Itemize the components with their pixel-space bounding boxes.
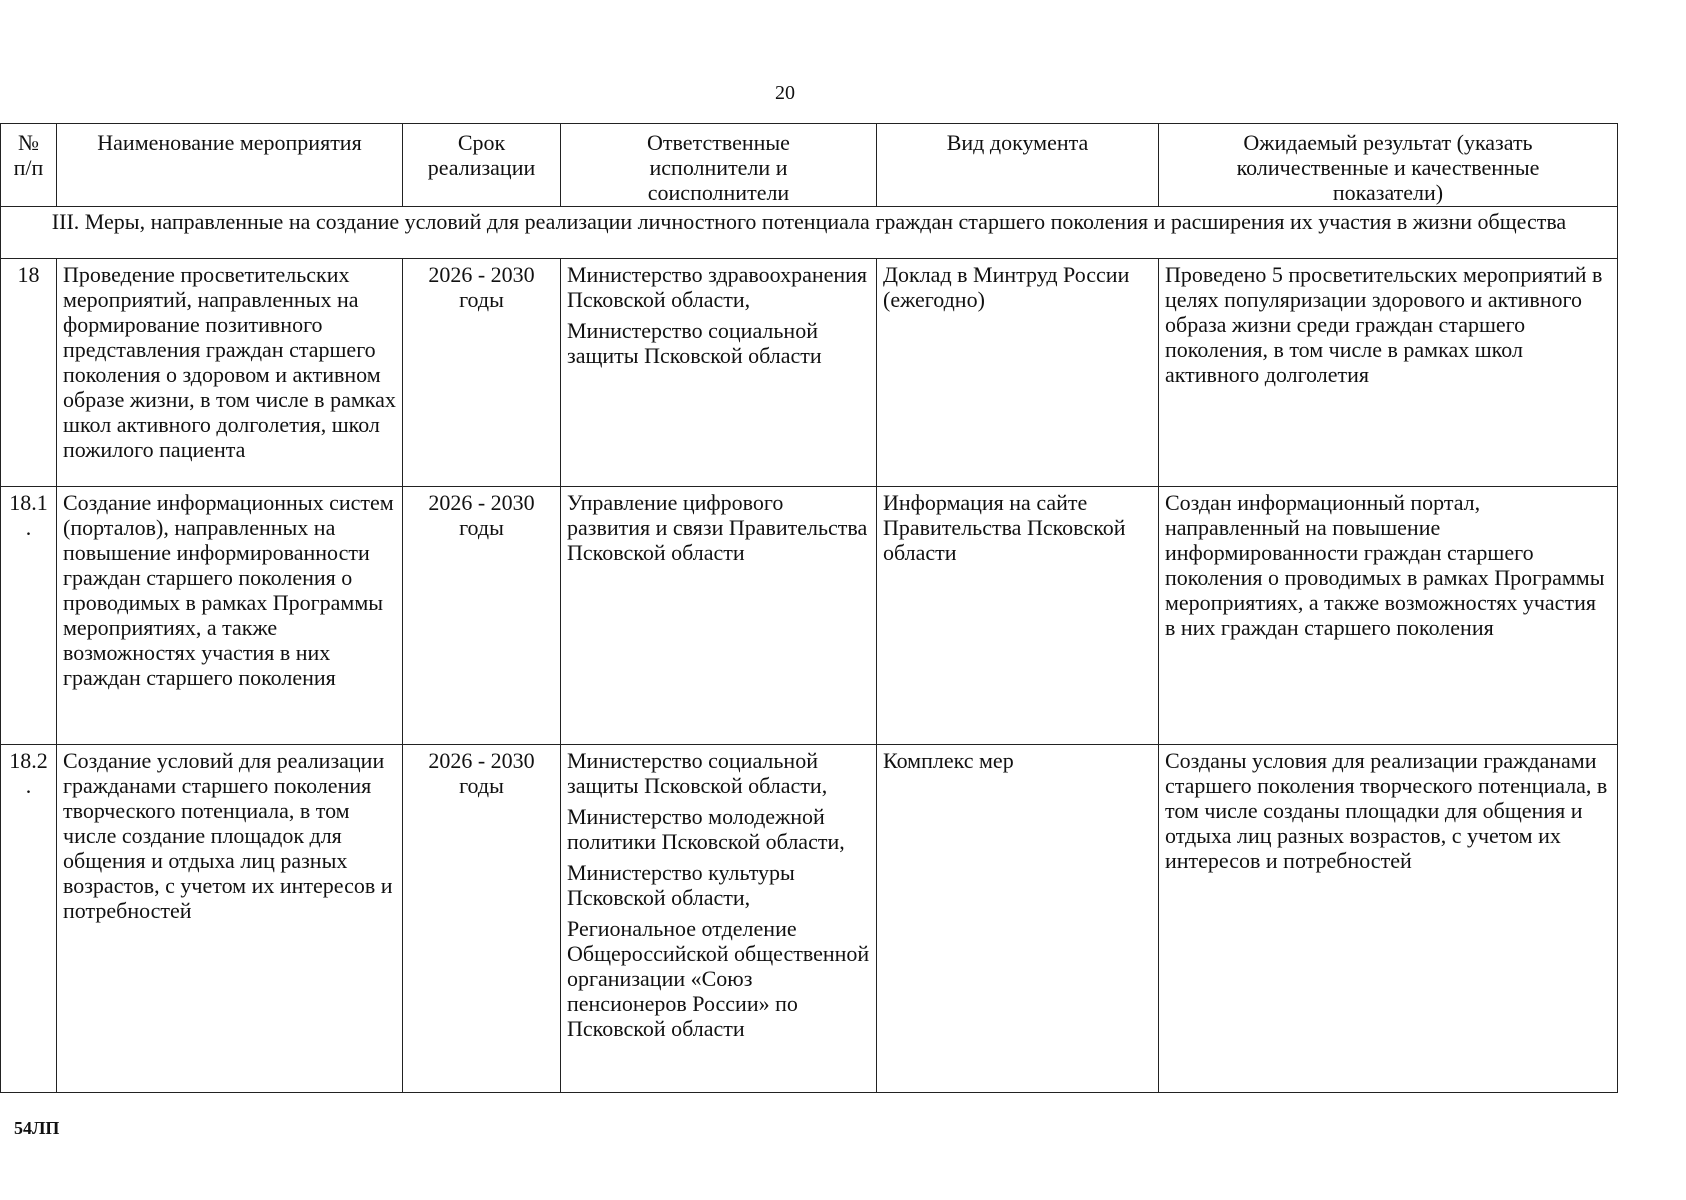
row-result: Проведено 5 просветительских мероприятий в целях популяризации здорового и активного образа жизни среди граждан старшего поколения, в том числе в рамках школ активного долголетия	[1159, 259, 1618, 487]
row-executors	[561, 259, 877, 487]
row-document: Доклад в Минтруд России (ежегодно)	[877, 259, 1159, 487]
header-result: Ожидаемый результат (указать количественные и качественные показатели)	[1159, 124, 1618, 207]
document-code: 54ЛП	[14, 1118, 60, 1138]
row-name: Создание информационных систем (порталов), направленных на повышение информированности граждан старшего поколения о проводимых в рамках Программы мероприятиях, а также возможностях участия в них граждан старшего поколения	[57, 487, 403, 745]
row-result: Создан информационный портал, направленный на повышение информированности граждан старшего поколения о проводимых в рамках Программы мероприятиях, а также возможностях участия в них граждан старшего поколения	[1159, 487, 1618, 745]
header-document: Вид документа	[877, 124, 1159, 207]
executor-item: Министерство социальной защиты Псковской области,	[567, 748, 828, 798]
row-name: Создание условий для реализации гражданами старшего поколения творческого потенциала, в том числе создание площадок для общения и отдыха лиц разных возрастов, с учетом их интересов и потребностей	[57, 745, 403, 1093]
section-row	[1, 207, 1618, 259]
table-row	[1, 487, 1618, 745]
row-term: 2026 - 2030 годы	[403, 487, 561, 745]
table-header-row	[1, 124, 1618, 207]
header-executors: Ответственные исполнители и соисполнители	[561, 124, 877, 207]
row-document: Комплекс мер	[877, 745, 1159, 1093]
table-row	[1, 745, 1618, 1093]
row-term: 2026 - 2030 годы	[403, 259, 561, 487]
executor-item: Министерство молодежной политики Псковской области,	[567, 804, 845, 854]
executor-item: Министерство социальной защиты Псковской области	[567, 318, 822, 368]
header-name: Наименование мероприятия	[57, 124, 403, 207]
header-term: Срок реализации	[403, 124, 561, 207]
executor-item: Министерство здравоохранения Псковской области,	[567, 262, 868, 312]
row-executors	[561, 745, 877, 1093]
row-result: Созданы условия для реализации гражданами старшего поколения творческого потенциала, в том числе созданы площадки для общения и отдыха лиц разных возрастов, с учетом их интересов и потребностей	[1159, 745, 1618, 1093]
row-number: 18.1.	[1, 487, 57, 745]
page-number: 20	[775, 82, 795, 104]
executor-item: Региональное отделение Общероссийской общественной организации «Союз пенсионеров России» по Псковской области	[567, 916, 870, 1041]
row-executors	[561, 487, 877, 745]
table-row	[1, 259, 1618, 487]
row-term: 2026 - 2030 годы	[403, 745, 561, 1093]
row-number: 18.2.	[1, 745, 57, 1093]
row-number: 18	[1, 259, 57, 487]
header-number: № п/п	[1, 124, 57, 207]
executor-item: Министерство культуры Псковской области,	[567, 860, 795, 910]
row-name: Проведение просветительских мероприятий, направленных на формирование позитивного представления граждан старшего поколения о здоровом и активном образе жизни, в том числе в рамках школ активного долголетия, школ пожилого пациента	[57, 259, 403, 487]
row-document: Информация на сайте Правительства Псковской области	[877, 487, 1159, 745]
section-title: III. Меры, направленные на создание условий для реализации личностного потенциала граждан старшего поколения и расширения их участия в жизни общества	[1, 207, 1618, 259]
measures-table	[0, 123, 1618, 1093]
executor-item: Управление цифрового развития и связи Правительства Псковской области	[567, 490, 868, 565]
